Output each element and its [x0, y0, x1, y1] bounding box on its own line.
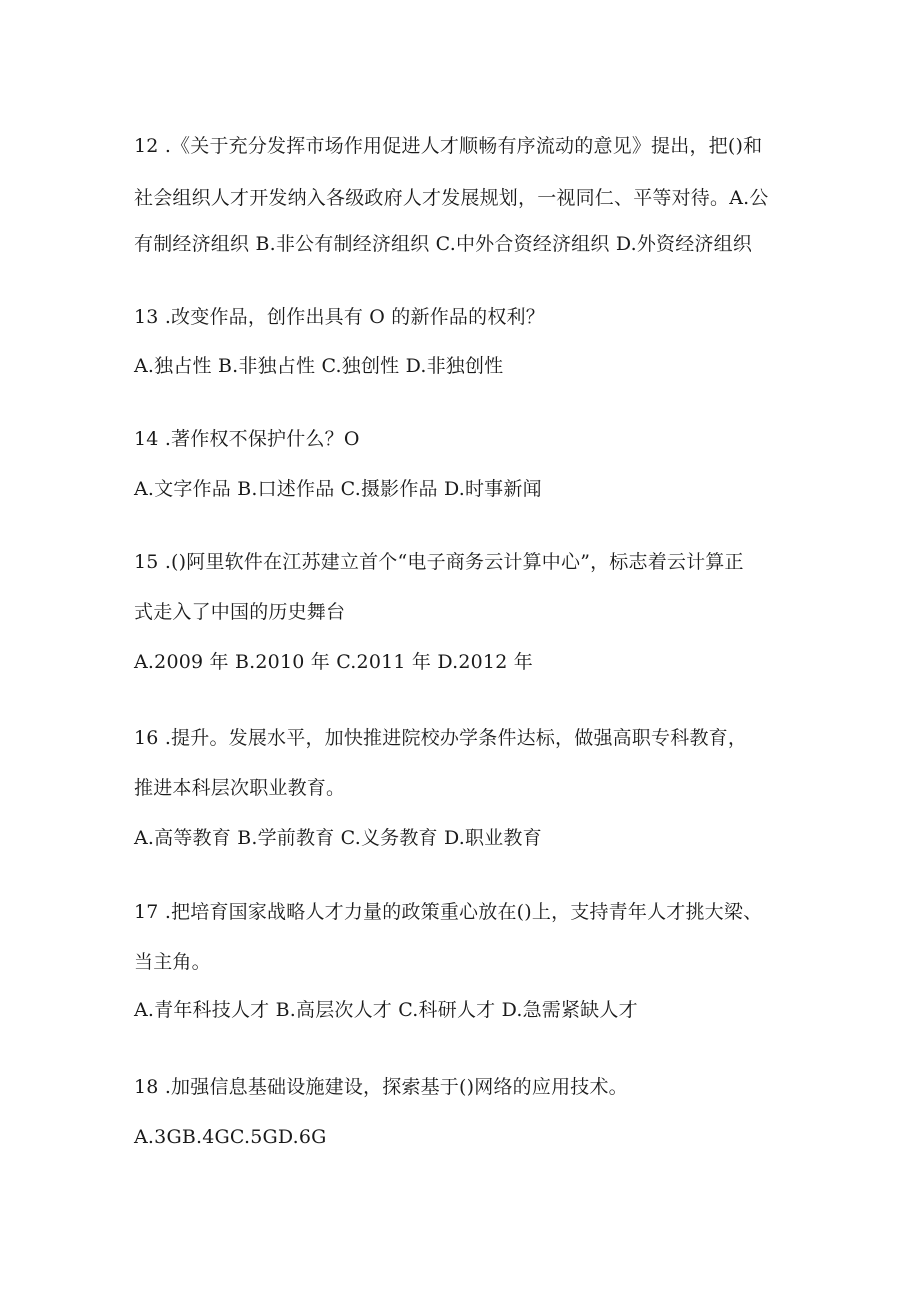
question-15-options: A.2009 年 B.2010 年 C.2011 年 D.2012 年: [134, 651, 533, 673]
question-12-line-2: 社会组织人才开发纳入各级政府人才发展规划，一视同仁、平等对待。A.公: [134, 187, 769, 209]
question-14-stem: 14 .著作权不保护什么？O: [134, 428, 360, 450]
question-15-line-1: 15 .()阿里软件在江苏建立首个“电子商务云计算中心”，标志着云计算正: [134, 551, 744, 573]
question-13-options: A.独占性 B.非独占性 C.独创性 D.非独创性: [134, 355, 504, 377]
question-12-line-3: 有制经济组织 B.非公有制经济组织 C.中外合资经济组织 D.外资经济组织: [134, 233, 753, 255]
question-12-line-1: 12 .《关于充分发挥市场作用促进人才顺畅有序流动的意见》提出，把()和: [134, 135, 763, 157]
question-17-options: A.青年科技人才 B.高层次人才 C.科研人才 D.急需紧缺人才: [134, 999, 638, 1021]
question-17-line-2: 当主角。: [134, 951, 211, 973]
question-14-options: A.文字作品 B.口述作品 C.摄影作品 D.时事新闻: [134, 478, 542, 500]
question-13-stem: 13 .改变作品，创作出具有 O 的新作品的权利？: [134, 306, 545, 328]
question-16-line-2: 推进本科层次职业教育。: [134, 777, 346, 799]
question-16-line-1: 16 .提升。发展水平，加快推进院校办学条件达标，做强高职专科教育，: [134, 727, 748, 749]
question-17-line-1: 17 .把培育国家战略人才力量的政策重心放在()上，支持青年人才挑大梁、: [134, 901, 763, 923]
question-18-stem: 18 .加强信息基础设施建设，探索基于()网络的应用技术。: [134, 1076, 628, 1098]
question-16-options: A.高等教育 B.学前教育 C.义务教育 D.职业教育: [134, 827, 542, 849]
question-15-line-2: 式走入了中国的历史舞台: [134, 601, 346, 623]
question-18-options: A.3GB.4GC.5GD.6G: [134, 1126, 327, 1148]
